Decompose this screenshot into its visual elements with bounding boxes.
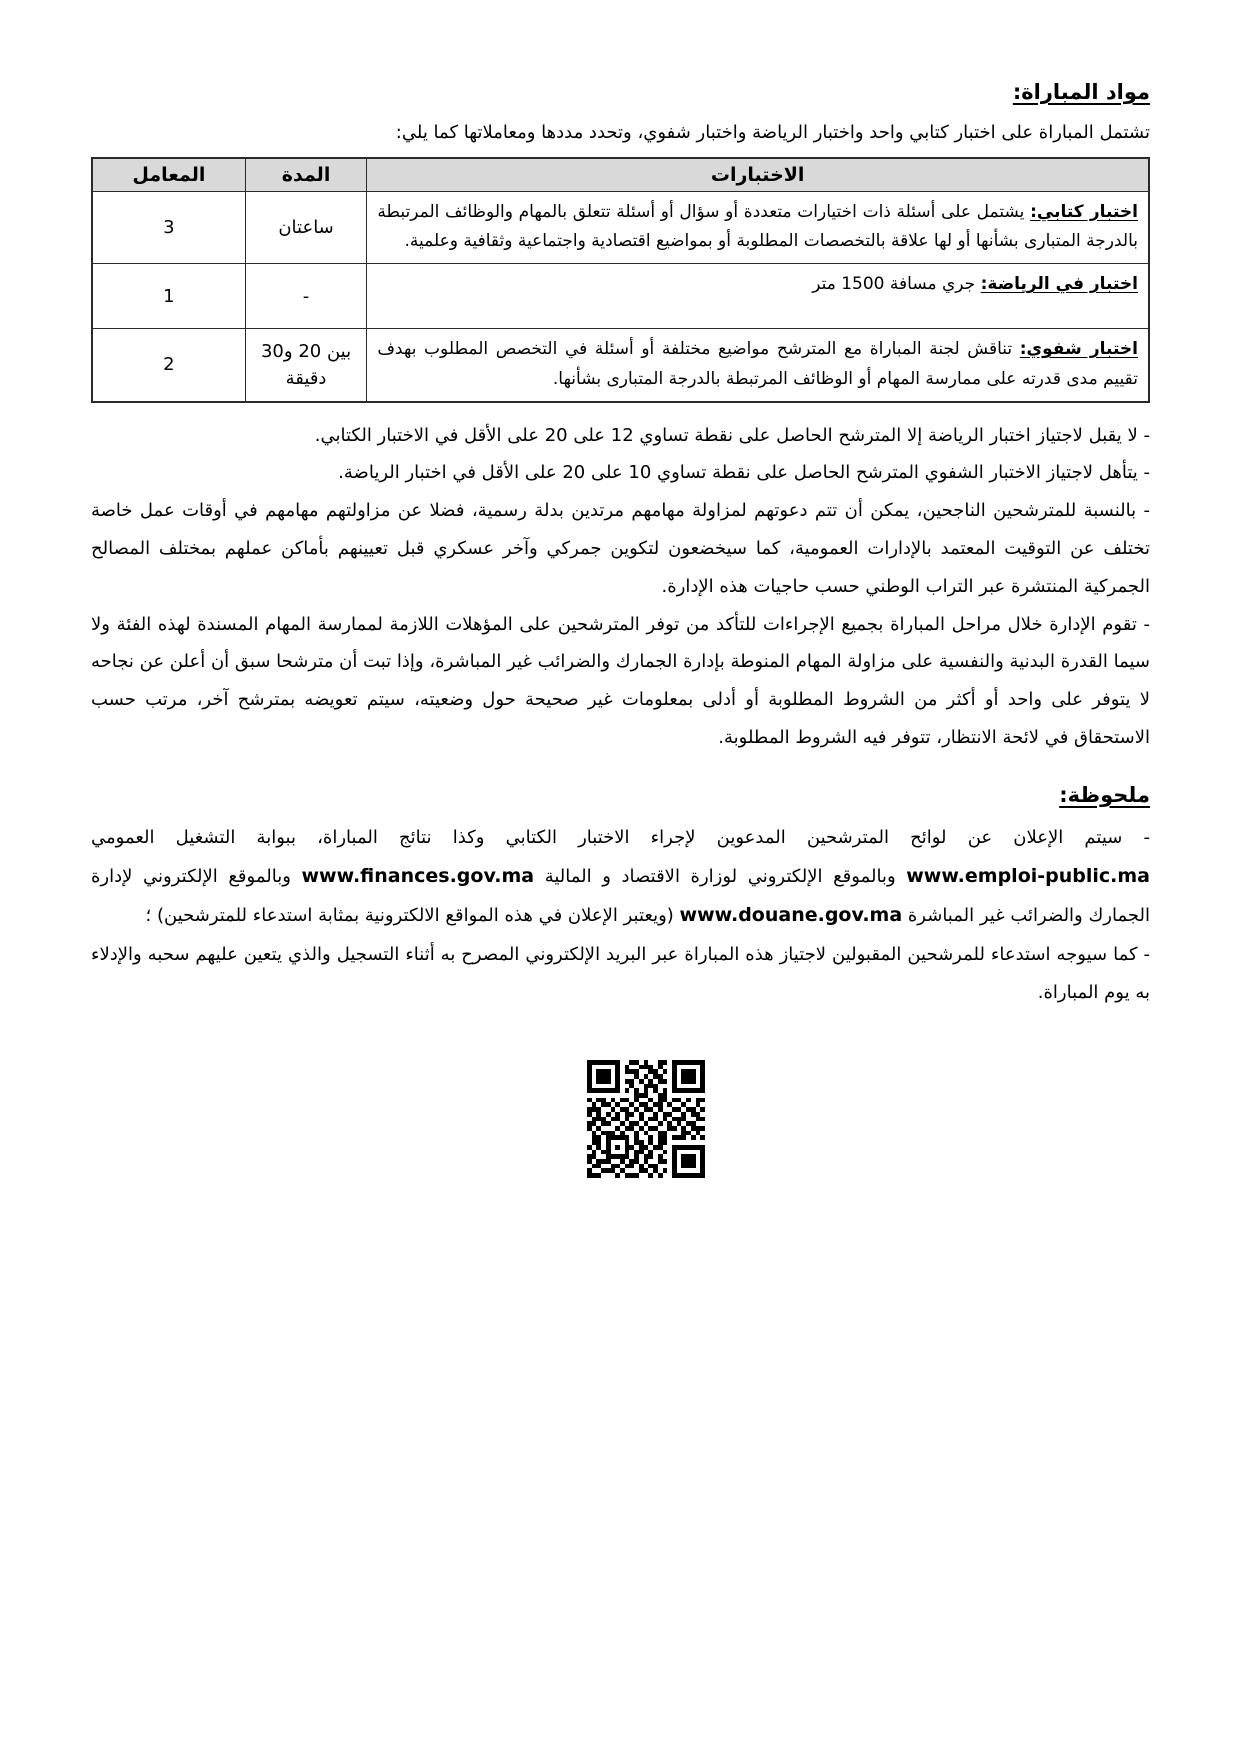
sport-test-desc: جري مسافة 1500 متر bbox=[812, 274, 981, 295]
emploi-public-url: www.emploi-public.ma bbox=[906, 864, 1150, 887]
section-title: مواد المباراة: bbox=[1012, 80, 1150, 104]
condition-item: - يتأهل لاجتياز الاختبار الشفوي المترشح الحاصل على نقطة تساوي 10 على 20 على الأقل في اختبار الرياضة. bbox=[338, 462, 1150, 484]
table-header-row bbox=[92, 158, 1149, 192]
note-title: ملحوظة: bbox=[1059, 782, 1150, 807]
written-test-desc: يشتمل على أسئلة ذات اختيارات متعددة أو سؤال أو أسئلة تتعلق بالمهام والوظائف المرتبطة بالدرجة المتبارى بشأنها أو لها علاقة بالتخصصات المطلوبة أو بمواضيع اقتصادية واجتماعية وثقافية وعلمية. bbox=[377, 201, 1138, 252]
condition-item: - بالنسبة للمترشحين الناجحين، يمكن أن تتم دعوتهم لمزاولة مهامهم مرتدين بدلة رسمية، فضلا عن مزاولتهم مهامهم في أوقات عمل خاصة تختلف عن التوقيت المعتمد بالإدارات العمومية، كما سيخضعون لتكوين جمركي وآخر عسكري قبل تعيينهم بأماكن عملهم بمختلف المصالح الجمركية المنتشرة عبر التراب الوطني حسب حاجيات هذه الإدارة. bbox=[91, 500, 1150, 597]
oral-test-title: اختبار شفوي: bbox=[1019, 339, 1138, 360]
sport-test-cell bbox=[367, 264, 1149, 329]
intro-paragraph: تشتمل المباراة على اختبار كتابي واحد واختبار الرياضة واختبار شفوي، وتحدد مددها ومعاملاتها كما يلي: bbox=[395, 122, 1150, 143]
written-test-title: اختبار كتابي: bbox=[1030, 201, 1138, 222]
exams-table bbox=[91, 157, 1150, 403]
qr-code bbox=[587, 1060, 705, 1178]
note-text: وبالموقع الإلكتروني لإدارة الجمارك والضرائب غير المباشرة bbox=[91, 865, 1150, 927]
conditions-list bbox=[91, 417, 1150, 757]
table-row bbox=[92, 191, 1149, 264]
written-test-duration: ساعتان bbox=[245, 191, 367, 264]
oral-test-cell bbox=[367, 329, 1149, 402]
douane-url: www.douane.gov.ma bbox=[679, 904, 903, 927]
page-content bbox=[91, 80, 1150, 1178]
finances-url: www.finances.gov.ma bbox=[301, 864, 535, 887]
oral-test-duration: بين 20 و30 دقيقة bbox=[245, 329, 367, 402]
header-coefficient: المعامل bbox=[92, 158, 245, 192]
oral-test-coefficient: 2 bbox=[92, 329, 245, 402]
note-item-email: - كما سيوجه استدعاء للمرشحين المقبولين لاجتياز هذه المباراة عبر البريد الإلكتروني المصرح به أثناء التسجيل والذي يتعين عليهم سحبه والإدلاء به يوم المباراة. bbox=[91, 944, 1150, 1004]
table-row bbox=[92, 264, 1149, 329]
note-text: - سيتم الإعلان عن لوائح المترشحين المدعوين لإجراء الاختبار الكتابي وكذا نتائج المباراة، ببوابة التشغيل العمومي bbox=[91, 826, 1150, 848]
condition-item: - لا يقبل لاجتياز اختبار الرياضة إلا المترشح الحاصل على نقطة تساوي 12 على 20 على الأقل في الاختبار الكتابي. bbox=[314, 424, 1150, 446]
note-text: (ويعتبر الإعلان في هذه المواقع الالكترونية بمثابة استدعاء للمترشحين) ؛ bbox=[145, 905, 680, 927]
note-item-announcement bbox=[91, 819, 1150, 937]
note-text: وبالموقع الإلكتروني لوزارة الاقتصاد و المالية bbox=[534, 865, 907, 887]
sport-test-title: اختبار في الرياضة: bbox=[980, 274, 1138, 295]
table-row bbox=[92, 329, 1149, 402]
sport-test-coefficient: 1 bbox=[92, 264, 245, 329]
header-duration: المدة bbox=[245, 158, 367, 192]
condition-item: - تقوم الإدارة خلال مراحل المباراة بجميع الإجراءات للتأكد من توفر المترشحين على المؤهلات اللازمة لممارسة المهام المسندة لهذه الفئة ولا سيما القدرة البدنية والنفسية على مزاولة المهام المنوطة بإدارة الجمارك والضرائب غير المباشرة، وإذا تبت أن مترشحا سبق أن أعلن عن نجاحه لا يتوفر على واحد أو أكثر من الشروط المطلوبة أو أدلى بمعلومات غير صحيحة حول وضعيته، سيتم تعويضه بمترشح آخر، مرتب حسب الاستحقاق في لائحة الانتظار، تتوفر فيه الشروط المطلوبة. bbox=[91, 613, 1150, 748]
header-tests: الاختبارات bbox=[367, 158, 1149, 192]
oral-test-desc: تناقش لجنة المباراة مع المترشح مواضيع مختلفة أو أسئلة في التخصص المطلوب بهدف تقييم مدى قدرته على ممارسة المهام أو الوظائف المرتبطة بالدرجة المتبارى بشأنها. bbox=[377, 339, 1138, 389]
written-test-coefficient: 3 bbox=[92, 191, 245, 264]
written-test-cell bbox=[367, 191, 1149, 264]
sport-test-duration: - bbox=[245, 264, 367, 329]
